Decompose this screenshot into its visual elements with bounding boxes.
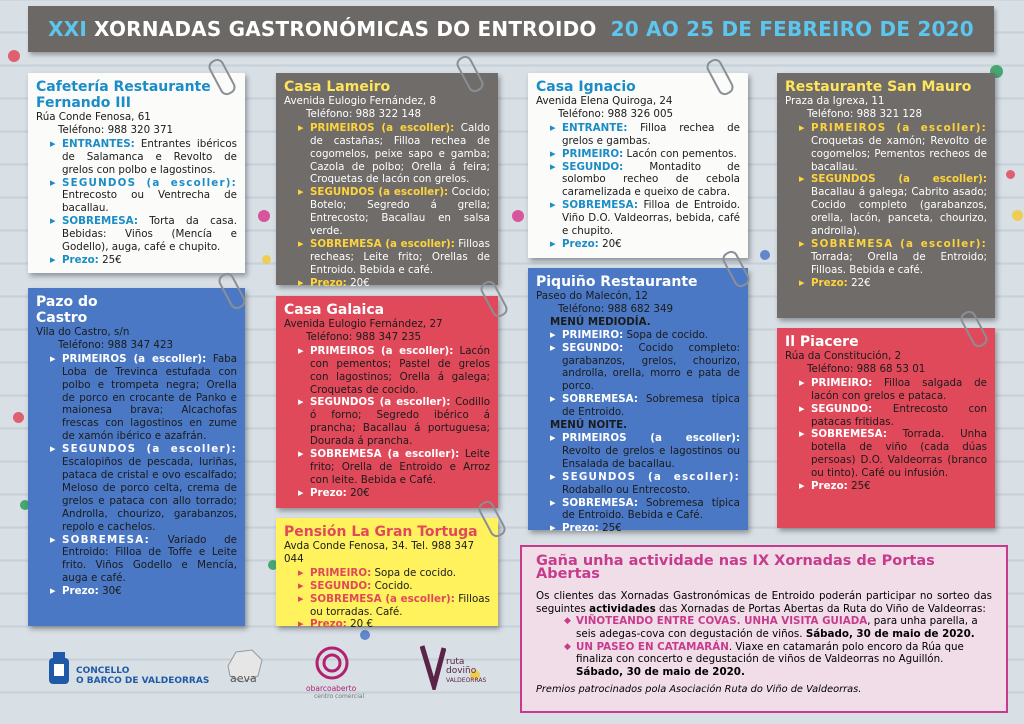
menu-item: ▸ Prezo: 25€ bbox=[50, 254, 237, 267]
restaurant-phone: Teléfono: 988 68 53 01 bbox=[807, 362, 926, 375]
restaurant-name: Pazo do Castro bbox=[36, 294, 98, 326]
menu-item: ▸ SEGUNDO: Cocido. bbox=[298, 580, 490, 593]
restaurant-phone: Teléfono: 988 322 148 bbox=[306, 107, 422, 120]
menu-item: ▸ SOBREMESA: Torta da casa. Bebidas: Viños (Mencía e Godello), auga, café e chupito. bbox=[50, 215, 237, 254]
concello-logo bbox=[46, 650, 72, 694]
activity-item: ◆ UN PASEO EN CATAMARÁN. Viaxe en catamarán polo encoro da Rúa que finaliza con concerto e degustación de viños de Valdeorras no Aguillón. Sábado, 30 de maio de 2020. bbox=[564, 641, 992, 679]
menu-item: ▸ SOBREMESA: Sobremesa típica de Entroido. Bebida e Café. bbox=[550, 497, 740, 523]
menu-item: ▸ Prezo: 20€ bbox=[298, 487, 490, 500]
card-fernando-iii bbox=[28, 73, 245, 273]
restaurant-address: Rúa da Constitución, 2 bbox=[785, 350, 902, 362]
menu-item: ▸ SOBREMESA (a escoller): Torrada; Orella de Entroido; Filloas. Bebida e café. bbox=[799, 238, 987, 277]
menu-list bbox=[536, 432, 740, 535]
confetti-dot bbox=[8, 50, 20, 62]
menu-item: ▸ SOBREMESA: Filloa de Entroido. Viño D.O. Valdeorras, bebida, café e chupito. bbox=[550, 199, 740, 238]
restaurant-address: Avda Conde Fenosa, 34. Tel. 988 347 044 bbox=[284, 540, 475, 565]
restaurant-address: Praza da Igrexa, 11 bbox=[785, 95, 885, 107]
menu-item: ▸ SOBREMESA: Variado de Entroido: Filloa de Toffe e Leite frito. Viños Godello e Mencía, auga e café. bbox=[50, 534, 237, 586]
menu-item: ▸ SOBREMESA (a escoller): Leite frito; Orella de Entroido e Arroz con leite. Bebida e Café. bbox=[298, 448, 490, 487]
ruta-do-vino-logo: ruta doviño VALDEORRAS bbox=[420, 642, 446, 694]
confetti-dot bbox=[1006, 170, 1015, 179]
menu-list bbox=[536, 122, 740, 251]
menu-item: ▸ Prezo: 20€ bbox=[298, 277, 490, 290]
menu-item: ▸ Prezo: 30€ bbox=[50, 585, 237, 598]
menu-item: ▸ SEGUNDOS (a escoller): Entrecosto ou Ventrecha de bacallau. bbox=[50, 177, 237, 216]
menu-item: ▸ PRIMEIRO: Sopa de cocido. bbox=[298, 567, 490, 580]
menu-item: ▸ PRIMEIRO: Sopa de cocido. bbox=[550, 329, 740, 342]
card-pazo-do-castro bbox=[28, 288, 245, 626]
concello-text: CONCELLO O BARCO DE VALDEORRAS bbox=[76, 666, 210, 686]
restaurant-phone: Teléfono: 988 347 423 bbox=[58, 338, 174, 351]
restaurant-phone: Teléfono: 988 320 371 bbox=[58, 123, 174, 136]
promo-box bbox=[520, 545, 1008, 713]
menu-item: ▸ SEGUNDOS (a escoller): Cocido; Botelo; Segredo á grella; Entrecosto; Bacallau en salsa verde. bbox=[298, 186, 490, 238]
obarco-aberto-logo: obarcoaberto centro comercial bbox=[312, 646, 364, 700]
restaurant-name: Casa Galaica bbox=[284, 302, 385, 318]
restaurant-phone: Teléfono: 988 347 235 bbox=[306, 330, 422, 343]
restaurant-name: Casa Ignacio bbox=[536, 79, 636, 95]
menu-list bbox=[284, 345, 490, 500]
restaurant-phone: Teléfono: 988 682 349 bbox=[558, 302, 674, 315]
confetti-dot bbox=[1012, 210, 1023, 221]
menu-item: ▸ Prezo: 25€ bbox=[550, 522, 740, 535]
menu-midday-heading: MENÚ MEDIODÍA. bbox=[550, 315, 651, 328]
menu-item: ▸ SEGUNDO: Entrecosto con patacas fritidas. bbox=[799, 403, 987, 429]
restaurant-name: Il Piacere bbox=[785, 334, 859, 350]
menu-list bbox=[36, 353, 237, 598]
confetti-dot bbox=[760, 250, 770, 260]
card-san-mauro bbox=[777, 73, 995, 318]
coat-of-arms-icon bbox=[46, 650, 72, 690]
menu-item: ▸ SOBREMESA (a escoller): Filloas recheas; Leite frito; Orellas de Entroido. Bebida e café. bbox=[298, 238, 490, 277]
card-pension-la-gran-tortuga bbox=[276, 518, 498, 631]
restaurant-name: Casa Lameiro bbox=[284, 79, 391, 95]
event-dates: 20 AO 25 DE FEBREIRO DE 2020 bbox=[610, 17, 974, 41]
wine-v-icon bbox=[420, 642, 446, 690]
edition-number: XXI bbox=[48, 17, 88, 41]
aeva-logo: aeva bbox=[222, 646, 266, 690]
restaurant-phone: Teléfono: 988 326 005 bbox=[558, 107, 674, 120]
menu-item: ▸ SEGUNDOS (a escoller): Codillo ó forno; Segredo ibérico á prancha; Bacallau á portuguesa; Dourada á prancha. bbox=[298, 396, 490, 448]
confetti-dot bbox=[360, 630, 370, 640]
menu-item: ▸ Prezo: 20€ bbox=[550, 238, 740, 251]
menu-list bbox=[785, 122, 987, 290]
menu-item: ▸ PRIMEIROS (a escoller): Lacón con pementos; Pastel de grelos con lagostinos; Orella á galega; Croquetas de cocido. bbox=[298, 345, 490, 397]
menu-item: ▸ ENTRANTE: Filloa rechea de grelos e gambas. bbox=[550, 122, 740, 148]
menu-item: ▸ Prezo: 25€ bbox=[799, 480, 987, 493]
menu-item: ▸ SEGUNDOS (a escoller): Bacallau á galega; Cabrito asado; Cocido completo (garabanzos, orella, lacón, panceta, chourizo, androlla). bbox=[799, 173, 987, 238]
menu-item: ▸ PRIMEIRO: Filloa salgada de lacón con grelos e pataca. bbox=[799, 377, 987, 403]
menu-list bbox=[536, 329, 740, 419]
promo-intro: Os clientes das Xornadas Gastronómicas de Entroido poderán participar no sorteo das seguintes actividades das Xornadas de Portas Abertas da Ruta do Viño de Valdeorras: bbox=[536, 590, 992, 615]
menu-item: ▸ PRIMEIROS (a escoller): Faba Loba de Trevinca estufada con polbo e trompeta negra; Orella de porco en crocante de Panko e maionesa brava; Alcachofas frescas con lagostinos en zume de xamón ibérico e azafrán. bbox=[50, 353, 237, 443]
menu-item: ▸ PRIMEIRO: Lacón con pementos. bbox=[550, 148, 740, 161]
menu-item: ▸ PRIMEIROS (a escoller): Croquetas de xamón; Revolto de cogomelos; Pementos recheos de bacallau. bbox=[799, 122, 987, 174]
confetti-dot bbox=[13, 412, 24, 423]
menu-item: ▸ SEGUNDO: Cocido completo: garabanzos, grelos, chourizo, androlla, orella, morro e pata de porco. bbox=[550, 342, 740, 394]
menu-item: ▸ SOBREMESA: Sobremesa típica de Entroido. bbox=[550, 393, 740, 419]
restaurant-address: Vila do Castro, s/n bbox=[36, 326, 130, 338]
restaurant-name: Pensión La Gran Tortuga bbox=[284, 524, 478, 540]
restaurant-name: Cafetería Restaurante Fernando III bbox=[36, 79, 211, 111]
menu-item: ▸ PRIMEIROS (a escoller): Caldo de castañas; Filloa rechea de cogomelos, peixe sapo e gamba; Cazola de polbo; Orella á feira; Croquetas de lacón con grelos. bbox=[298, 122, 490, 187]
restaurant-address: Avenida Elena Quiroga, 24 bbox=[536, 95, 673, 107]
circles-icon bbox=[312, 646, 352, 680]
restaurant-address: Avenida Eulogio Fernández, 27 bbox=[284, 318, 443, 330]
menu-list bbox=[284, 567, 490, 632]
restaurant-name: Restaurante San Mauro bbox=[785, 79, 972, 95]
menu-list bbox=[36, 138, 237, 267]
menu-item: ▸ SEGUNDOS (a escoller): Escalopiños de pescada, luriñas, pataca de cristal e ovo escalfado; Meloso de porco celta, crema de grelos e pataca con allo torrado; Androlla, chourizo, garabanzos, repolo e cachelos. bbox=[50, 443, 237, 533]
activity-item: ◆ VIÑOTEANDO ENTRE COVAS. UNHA VISITA GUIADA, para unha parella, a seis adegas-cova con degustación de viños. Sábado, 30 de maio de 2020. bbox=[564, 615, 992, 640]
menu-item: ▸ Prezo: 22€ bbox=[799, 277, 987, 290]
menu-item: ▸ SOBREMESA: Torrada. Unha botella de viño (cada dúas persoas) D.O. Valdeorras (branco ou tinto). Café ou infusión. bbox=[799, 428, 987, 480]
menu-list bbox=[284, 122, 490, 290]
sponsor-logos bbox=[40, 640, 520, 720]
card-il-piacere bbox=[777, 328, 995, 528]
restaurant-address: Paseo do Malecón, 12 bbox=[536, 290, 648, 302]
title-banner bbox=[28, 6, 994, 52]
menu-item: ▸ SOBREMESA (a escoller): Filloas ou torradas. Café. bbox=[298, 593, 490, 619]
menu-night-heading: MENÚ NOITE. bbox=[550, 419, 628, 432]
promo-footer: Premios patrocinados pola Asociación Ruta do Viño de Valdeorras. bbox=[536, 684, 862, 696]
promo-title: Gaña unha actividade nas IX Xornadas de Portas Abertas bbox=[536, 553, 935, 582]
menu-item: ▸ Prezo: 20 € bbox=[298, 618, 490, 631]
card-casa-galaica bbox=[276, 296, 498, 508]
restaurant-name: Piquiño Restaurante bbox=[536, 274, 698, 290]
card-piquino-restaurante bbox=[528, 268, 748, 535]
restaurant-address: Rúa Conde Fenosa, 61 bbox=[36, 111, 151, 123]
event-title: XORNADAS GASTRONÓMICAS DO ENTROIDO bbox=[94, 17, 597, 41]
restaurant-phone: Teléfono: 988 321 128 bbox=[807, 107, 923, 120]
menu-item: ▸ PRIMEIROS (a escoller): Revolto de grelos e lagostinos ou Ensalada de bacallau. bbox=[550, 432, 740, 471]
card-casa-ignacio bbox=[528, 73, 748, 258]
menu-item: ▸ SEGUNDOS (a escoller): Rodaballo ou Entrecosto. bbox=[550, 471, 740, 497]
activity-list bbox=[536, 615, 992, 678]
confetti-dot bbox=[258, 210, 270, 222]
menu-list bbox=[785, 377, 987, 493]
confetti-dot bbox=[512, 210, 524, 222]
menu-item: ▸ ENTRANTES: Entrantes ibéricos de Salamanca e Revolto de grelos con polbo e lagostinos. bbox=[50, 138, 237, 177]
confetti-dot bbox=[262, 255, 271, 264]
restaurant-address: Avenida Eulogio Fernández, 8 bbox=[284, 95, 437, 107]
card-casa-lameiro bbox=[276, 73, 498, 289]
menu-item: ▸ SEGUNDO: Montadito de solombo recheo de cebola caramelizada e queixo de cabra. bbox=[550, 161, 740, 200]
